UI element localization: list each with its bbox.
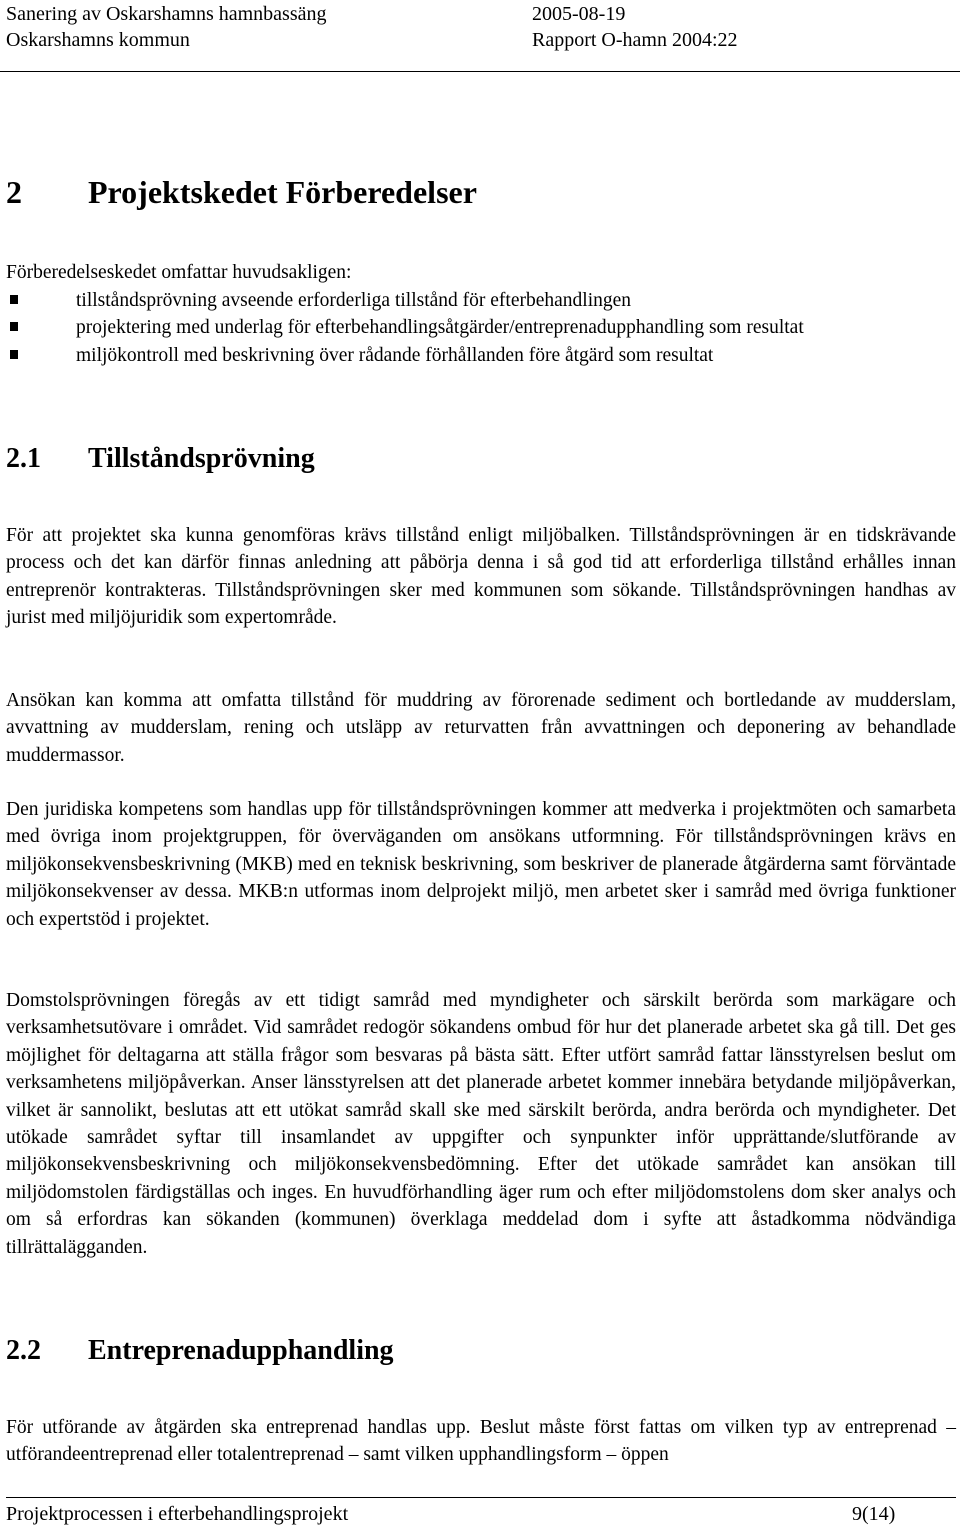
- intro-text: Förberedelseskedet omfattar huvudsakligen:: [6, 262, 352, 283]
- header-document-title: Sanering av Oskarshamns hamnbassäng: [6, 3, 327, 25]
- bullet-item: [0, 342, 950, 369]
- section-heading-2-2: [6, 1334, 394, 1368]
- bullet-text: tillståndsprövning avseende erforderliga tillstånd för efterbehandlingen: [76, 290, 632, 311]
- header-divider: [0, 71, 960, 72]
- chapter-heading: [6, 172, 477, 212]
- section-heading-2-1: [6, 442, 315, 476]
- square-bullet-icon: [10, 350, 18, 359]
- bullet-item: [0, 287, 950, 314]
- footer-divider: [6, 1497, 956, 1498]
- footer-document-title: Projektprocessen i efterbehandlingsprojekt: [6, 1503, 349, 1525]
- paragraph-application-scope: Ansökan kan komma att omfatta tillstånd för muddring av förorenade sediment och bortledande av mudderslam, avvattning av mudderslam, rening och utsläpp av returvatten från avvattningen och deponering av behandlade muddermassor.: [6, 690, 956, 766]
- chapter-number: 2: [6, 174, 22, 210]
- section-number: 2.2: [6, 1335, 41, 1366]
- bullet-item: [0, 314, 950, 341]
- square-bullet-icon: [10, 295, 18, 304]
- section-number: 2.1: [6, 443, 41, 474]
- paragraph-court-review: Domstolsprövningen föregås av ett tidigt samråd med myndigheter och särskilt berörda som markägare och verksamhetsutövare i området. Vid samrådet redogör sökandens ombud för hur det planerade arbetet ska gå till. Det ges möjlighet för deltagarna att ställa frågor som besvaras på bästa sätt. Efter utfört samråd fattar länsstyrelsen beslut om verksamhetens miljöpåverkan. Anser länsstyrelsen att det planerade arbetet kommer innebära betydande miljöpåverkan, vilket är sannolikt, beslutas att ett utökat samråd skall ske med särskilt berörda, andra berörda och myndigheter. Det utökade samrådet syftar till insamlandet av uppgifter och synpunkter inför upprättande/slutförande av miljökonsekvensbeskrivning och miljökonsekvensbedömning. Efter det utökade samrådet kan ansökan till miljödomstolen färdigställas och inges. En huvudförhandling äger rum och efter miljödomstolens dom sker analys och om så erfordras kan sökanden (kommunen) överklaga meddelad dom i syfte att åstadkomma nödvändiga tillrättalägganden.: [6, 990, 956, 1258]
- header-organization: Oskarshamns kommun: [6, 29, 190, 51]
- bullet-text: projektering med underlag för efterbehandlingsåtgärder/entreprenadupphandling som resultat: [76, 317, 804, 339]
- section-title: Tillståndsprövning: [88, 443, 315, 474]
- header-date: 2005-08-19: [532, 3, 626, 25]
- chapter-title: Projektskedet Förberedelser: [88, 174, 477, 210]
- paragraph-procurement: För utförande av åtgärden ska entreprenad handlas upp. Beslut måste först fattas om vilken typ av entreprenad – utförandeentreprenad eller totalentreprenad – samt vilken upphandlingsform – öppen: [6, 1417, 956, 1466]
- paragraph-legal-competence: Den juridiska kompetens som handlas upp för tillståndsprövningen kommer att medverka i projektmöten och samarbeta med övriga inom projektgruppen, för överväganden om ansökans utformning. För tillståndsprövningen krävs en miljökonsekvensbeskrivning (MKB) med en teknisk beskrivning, som beskriver de planerade åtgärderna samt förväntade miljökonsekvenser av dessa. MKB:n utformas inom delprojekt miljö, men arbetet sker i samråd med övriga funktioner och expertstöd i projektet.: [6, 799, 956, 930]
- square-bullet-icon: [10, 322, 18, 331]
- paragraph-permit-intro: För att projektet ska kunna genomföras krävs tillstånd enligt miljöbalken. Tillståndsprövningen är en tidskrävande process och det kan därför finnas anledning att påbörja denna i så god tid att erforderliga tillstånd erhålles innan entreprenör kontrakteras. Tillståndsprövningen sker med kommunen som sökande. Tillståndsprövningen handhas av jurist med miljöjuridik som expertområde.: [6, 525, 956, 629]
- bullet-list: [0, 287, 950, 369]
- header-report-number: Rapport O-hamn 2004:22: [532, 29, 738, 51]
- section-title: Entreprenadupphandling: [88, 1335, 394, 1366]
- bullet-text: miljökontroll med beskrivning över rådande förhållanden före åtgärd som resultat: [76, 344, 714, 366]
- footer-page-number: 9(14): [852, 1503, 896, 1525]
